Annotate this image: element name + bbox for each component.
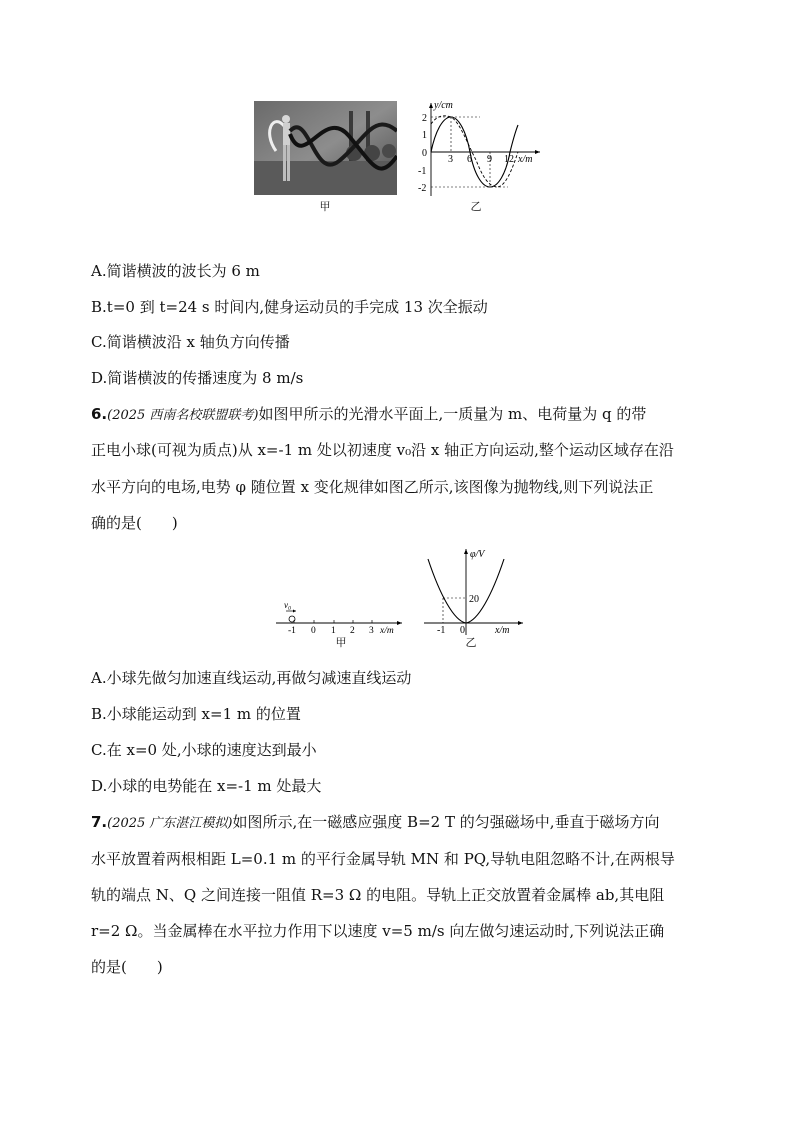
q6-yi-y-value: 20 (469, 594, 479, 605)
q6-option-b: B.小球能运动到 x=1 m 的位置 (91, 705, 301, 723)
wave-x-axis-label: x/m (518, 154, 533, 165)
q5-option-d: D.简谐横波的传播速度为 8 m/s (91, 369, 304, 387)
athlete-battle-rope-photo (254, 101, 397, 195)
q6-yi-y-label: φ/V (470, 549, 485, 560)
q6-jia-tick: 3 (369, 626, 374, 636)
wave-y-tick: -1 (418, 166, 427, 177)
q7-stem-line-5: 的是( ) (91, 958, 163, 976)
q6-stem-line-2: 正电小球(可视为质点)从 x=-1 m 处以初速度 v₀沿 x 轴正方向运动,整个运动区域存在沿 (91, 441, 674, 459)
q6-caption-yi: 乙 (465, 636, 477, 649)
wave-y-tick: -2 (418, 183, 427, 194)
q6-source: (2025 西南名校联盟联考) (107, 408, 259, 423)
q7-stem-line-4: r=2 Ω。当金属棒在水平拉力作用下以速度 v=5 m/s 向左做匀速运动时,下列说法正确 (91, 922, 665, 940)
figure1-caption-yi: 乙 (470, 200, 482, 213)
q6-caption-jia: 甲 (335, 636, 347, 649)
q6-option-a: A.小球先做匀加速直线运动,再做匀减速直线运动 (91, 669, 412, 687)
wave-x-tick: 9 (487, 154, 492, 165)
q6-stem-line-4: 确的是( ) (91, 514, 178, 532)
wave-graph (418, 100, 543, 200)
q6-figure-yi-potential-graph (420, 545, 530, 637)
figure1-caption-jia: 甲 (319, 200, 331, 213)
wave-x-tick: 3 (448, 154, 453, 165)
q6-option-d: D.小球的电势能在 x=-1 m 处最大 (91, 777, 322, 795)
wave-x-tick: 12 (504, 154, 514, 165)
wave-y-tick: 2 (422, 113, 427, 124)
q7-number: 7. (91, 813, 108, 831)
q7-text: 如图所示,在一磁感应强度 B=2 T 的匀强磁场中,垂直于磁场方向 (232, 813, 660, 831)
q6-jia-tick: -1 (288, 626, 296, 636)
q7-stem-line-2: 水平放置着两根相距 L=0.1 m 的平行金属导轨 MN 和 PQ,导轨电阻忽略不计,在两根导 (91, 850, 675, 868)
wave-y-tick: 0 (422, 148, 427, 159)
q7-source: (2025 广东湛江模拟) (107, 816, 233, 831)
q6-stem-line-3: 水平方向的电场,电势 φ 随位置 x 变化规律如图乙所示,该图像为抛物线,则下列说法正 (91, 478, 654, 496)
q5-option-a: A.简谐横波的波长为 6 m (91, 262, 260, 280)
q6-stem-line-1 (91, 404, 646, 426)
q6-yi-tick: -1 (437, 625, 446, 636)
q6-number: 6. (91, 405, 108, 423)
wave-x-tick: 6 (467, 154, 472, 165)
q6-jia-x-label: x/m (380, 626, 394, 636)
q6-v0-label: v₀ (284, 600, 292, 610)
q6-jia-tick: 1 (331, 626, 336, 636)
q6-jia-tick: 2 (350, 626, 355, 636)
q6-option-c: C.在 x=0 处,小球的速度达到最小 (91, 741, 317, 759)
q6-text: 如图甲所示的光滑水平面上,一质量为 m、电荷量为 q 的带 (258, 405, 647, 423)
wave-y-tick: 1 (422, 130, 427, 141)
q7-stem-line-3: 轨的端点 N、Q 之间连接一阻值 R=3 Ω 的电阻。导轨上正交放置着金属棒 ab,其电阻 (91, 886, 665, 904)
q6-jia-tick: 0 (311, 626, 316, 636)
q6-yi-tick: 0 (460, 625, 465, 636)
q5-option-b: B.t=0 到 t=24 s 时间内,健身运动员的手完成 13 次全振动 (91, 298, 488, 316)
wave-y-axis-label: y/cm (434, 100, 453, 111)
q5-option-c: C.简谐横波沿 x 轴负方向传播 (91, 333, 290, 351)
q6-yi-x-label: x/m (495, 625, 510, 636)
q7-stem-line-1 (91, 812, 660, 834)
